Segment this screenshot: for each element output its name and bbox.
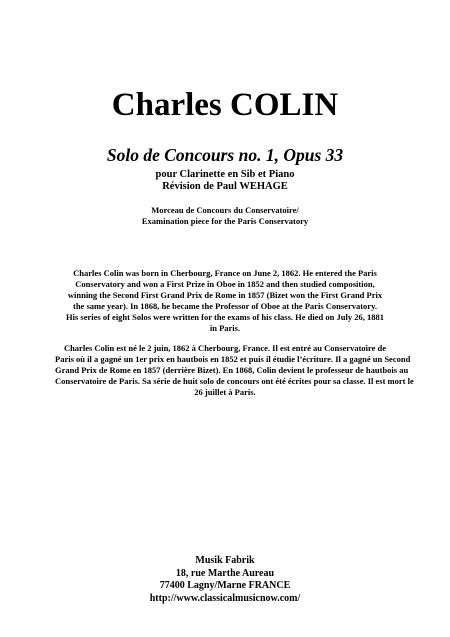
purpose-line-en: Examination piece for the Paris Conservatory [141, 216, 309, 226]
bio-line: 26 juillet à Paris. [194, 387, 256, 397]
biography-french [55, 343, 414, 398]
bio-line: the same year). In 1868, he became the Professor of Oboe at the Paris Conservatory. [73, 301, 377, 311]
bio-line: Charles Colin was born in Cherbourg, France on June 2, 1862. He entered the Paris [73, 268, 377, 278]
bio-line: Conservatory and won a First Prize in Oboe in 1852 and then studied composition, [75, 279, 375, 289]
bio-line: winning the Second First Grand Prix de Rome in 1857 (Bizet won the First Grand Prix [67, 290, 383, 300]
bio-line: Conservatoire de Paris. Sa série de huit solo de concours ont été écrites pour sa classe. Il est mort le [55, 376, 414, 386]
work-title: Solo de Concours no. 1, Opus 33 [106, 145, 344, 165]
publisher-block [0, 555, 450, 605]
publisher-url: http://www.classicalmusicnow.com/ [149, 592, 301, 604]
subtitle-block [0, 169, 450, 193]
biography-english [55, 268, 395, 334]
bio-line: His series of eight Solos were written for the exams of his class. He died on July 26, 1881 [66, 312, 384, 322]
bio-line: Charles Colin est né le 2 juin, 1862 à Cherbourg, France. Il est entré au Conservatoire de [63, 343, 387, 353]
instrumentation-line: pour Clarinette en Sib et Piano [155, 169, 295, 180]
revision-line: Révision de Paul WEHAGE [162, 181, 288, 192]
publisher-city: 77400 Lagny/Marne FRANCE [159, 580, 291, 591]
purpose-line-fr: Morceau de Concours du Conservatoire/ [151, 205, 299, 215]
purpose-block [0, 205, 450, 227]
bio-line: Grand Prix de Rome en 1857 (derrière Bizet). En 1868, Colin devient le professeur de hautbois au [55, 365, 409, 375]
bio-line: in Paris. [209, 323, 241, 333]
publisher-street: 18, rue Marthe Aureau [175, 567, 275, 579]
bio-line: Paris où il a gagné un 1er prix en hautbois en 1852 et puis il étudie l’écriture. Il a gagné un Second [55, 354, 411, 364]
composer-name: Charles COLIN [111, 87, 339, 123]
publisher-name: Musik Fabrik [195, 555, 255, 566]
